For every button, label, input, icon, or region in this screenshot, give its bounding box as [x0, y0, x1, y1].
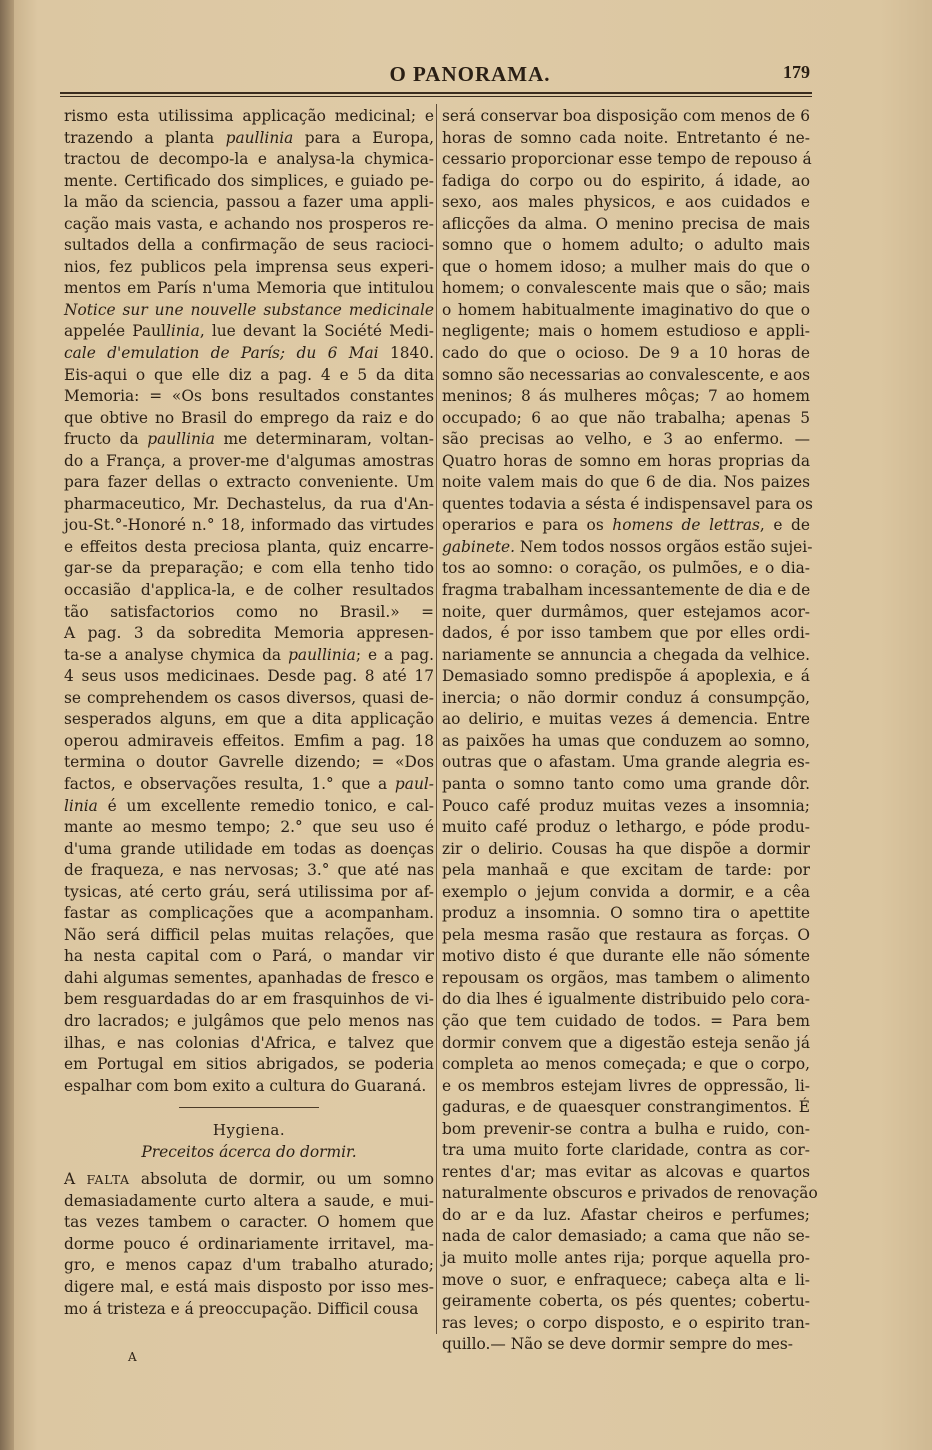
- text-line: fastar as complicações que a acompanham.: [64, 904, 434, 923]
- text-line: negligente; mais o homem estudioso e appli-: [442, 322, 810, 341]
- text-line: digere mal, e está mais disposto por isso mes-: [64, 1277, 434, 1296]
- text-line: Quatro horas de somno em horas proprias da: [442, 451, 810, 470]
- text-line: tão satisfactorios como no Brasil.» =: [64, 602, 434, 621]
- text-line: trazendo a planta paullinia para a Europa,: [64, 128, 435, 147]
- left-column-text: [64, 106, 434, 1097]
- text-line: dahi algumas sementes, apanhadas de fresco e: [64, 968, 434, 987]
- text-line: occupado; 6 ao que não trabalha; apenas 5: [442, 408, 810, 427]
- text-line: cale d'emulation de París; du 6 Mai 1840.: [64, 344, 435, 363]
- text-line: nariamente se annuncia a chegada da velhice.: [442, 645, 810, 664]
- text-line: cado do que o ocioso. De 9 a 10 horas de: [442, 344, 810, 363]
- page-title: O PANORAMA.: [389, 62, 551, 86]
- header-rule: [60, 92, 812, 94]
- text-line: motivo disto é que durante elle não sómente: [442, 947, 810, 966]
- text-line: horas de somno cada noite. Entretanto é ne-: [442, 128, 810, 147]
- text-line: tas vezes tambem o caracter. O homem que: [64, 1213, 434, 1232]
- text-line: ja muito molle antes rija; porque aquella pro-: [442, 1248, 810, 1267]
- section-subtitle: Preceitos ácerca do dormir.: [141, 1142, 357, 1161]
- text-line: fragma trabalham incessantemente de dia e de: [442, 581, 811, 600]
- text-line: será conservar boa disposição com menos de 6: [442, 107, 810, 125]
- text-line: bem resguardadas do ar em frasquinhos de vi-: [64, 990, 434, 1009]
- text-line: inercia; o não dormir conduz á consumpção,: [442, 688, 810, 707]
- text-line: do ar e da luz. Afastar cheiros e perfumes;: [442, 1205, 810, 1224]
- text-line: operou admiraveis effeitos. Emfim a pag. 18: [64, 731, 434, 750]
- text-line: 4 seus usos medicinaes. Desde pag. 8 até 17: [64, 667, 434, 686]
- text-line: panta o somno tanto como uma grande dôr.: [442, 774, 810, 793]
- text-line: nios, fez publicos pela imprensa seus experi-: [64, 257, 434, 276]
- text-line: tra uma muito forte claridade, contra as cor-: [442, 1141, 810, 1160]
- text-line: dormir convem que a digestão esteja senão já: [442, 1033, 810, 1052]
- text-line: rismo esta utilissima applicação medicinal; e: [64, 107, 434, 125]
- section-text: [64, 1169, 434, 1320]
- text-line: gabinete. Nem todos nossos orgãos estão sujei-: [442, 537, 813, 556]
- left-column: [64, 106, 434, 1320]
- right-column-text: [442, 106, 818, 1356]
- text-line: fructo da paullinia me determinaram, voltan-: [64, 430, 434, 449]
- text-line: Demasiado somno predispõe á apoplexia, e á: [442, 667, 810, 686]
- text-line: exemplo o jejum convida a dormir, e a cêa: [442, 882, 810, 901]
- text-line: ras leves; o corpo disposto, e o espirito tran-: [442, 1313, 810, 1332]
- text-line: jou-St.°-Honoré n.° 18, informado das virtudes: [64, 516, 434, 535]
- text-line: Eis-aqui o que elle diz a pag. 4 e 5 da dita: [64, 365, 434, 384]
- text-line: Não será difficil pelas muitas relações, que: [64, 925, 434, 944]
- text-line: cação mais vasta, e achando nos prosperos re-: [64, 214, 434, 233]
- text-line: gar-se da preparação; e com ella tenho tido: [64, 559, 434, 578]
- page-number: 179: [783, 62, 810, 82]
- text-line: nada de calor demasiado; a cama que não se-: [442, 1227, 810, 1246]
- text-line: que obtive no Brasil do emprego da raiz e do: [64, 408, 434, 427]
- text-line: ha nesta capital com o Pará, o mandar vir: [64, 947, 434, 966]
- text-line: d'uma grande utilidade em todas as doenças: [64, 839, 434, 858]
- text-line: bom prevenir-se contra a bulha e ruido, con-: [442, 1119, 810, 1138]
- text-line: ta-se a analyse chymica da paullinia; e a pag.: [64, 645, 434, 664]
- text-line: ao delirio, e muitas vezes á demencia. Entre: [442, 710, 810, 729]
- text-line: noite valem mais do que 6 de dia. Nos paizes: [442, 473, 810, 492]
- text-line: quillo.— Não se deve dormir sempre do mes-: [442, 1335, 793, 1354]
- text-line: fadiga do corpo ou do espirito, á idade, ao: [442, 171, 810, 190]
- text-line: mentos em París n'uma Memoria que intitulou: [64, 279, 434, 298]
- text-line: meninos; 8 ás mulheres môças; 7 ao homem: [442, 387, 810, 406]
- text-line: Notice sur une nouvelle substance medicinale: [64, 300, 434, 319]
- text-line: tos ao somno: o coração, os pulmões, e o dia-: [442, 559, 810, 578]
- header-rule-thin: [60, 96, 812, 97]
- text-line: do a França, a prover-me d'algumas amostras: [64, 451, 434, 470]
- text-line: termina o doutor Gavrelle dizendo; = «Dos: [64, 753, 434, 772]
- text-line: tractou de decompo-la e analysa-la chymica-: [64, 150, 434, 169]
- text-line: sultados della a confirmação de seus racioci-: [64, 236, 434, 255]
- page-header: [60, 62, 820, 92]
- text-line: para fazer dellas o extracto conveniente. Um: [64, 473, 434, 492]
- column-separator: [436, 104, 437, 1334]
- text-line: espalhar com bom exito a cultura do Guaraná.: [64, 1076, 427, 1095]
- text-line: move o suor, e enfraquece; cabeça alta e li-: [442, 1270, 810, 1289]
- text-line: aflicções da alma. O menino precisa de mais: [442, 214, 810, 233]
- text-line: somno que o homem adulto; o adulto mais: [442, 236, 810, 255]
- text-line: mante ao mesmo tempo; 2.° que seu uso é: [64, 818, 434, 837]
- text-line: operarios e para os homens de lettras, e de: [442, 516, 810, 535]
- text-line: pharmaceutico, Mr. Dechastelus, da rua d'An-: [64, 494, 434, 513]
- text-line: quentes todavia a sésta é indispensavel para os: [442, 494, 813, 513]
- text-line: Pouco café produz muitas vezes a insomnia;: [442, 796, 810, 815]
- text-line: demasiadamente curto altera a saude, e mui-: [64, 1191, 434, 1210]
- text-line: repousam os orgãos, mas tambem o alimento: [442, 968, 810, 987]
- text-line: do dia lhes é igualmente distribuido pelo cora-: [442, 990, 810, 1009]
- text-line: tysicas, até certo gráu, será utilissima por af-: [64, 882, 434, 901]
- text-line: somno são necessarias ao convalescente, e aos: [442, 365, 810, 384]
- text-line: que o homem idoso; a mulher mais do que o: [442, 257, 810, 276]
- text-line: outras que o afastam. Uma grande alegria es-: [442, 753, 810, 772]
- text-line: pela manhaã e que excitam de tarde: por: [442, 861, 810, 880]
- text-line: geiramente coberta, os pés quentes; cobertu-: [442, 1292, 810, 1311]
- text-line: são precisas ao velho, e 3 ao enfermo. —: [442, 430, 810, 449]
- text-line: noite, quer durmâmos, quer estejamos acor-: [442, 602, 810, 621]
- text-line: as paixões ha umas que conduzem ao somno,: [442, 731, 810, 750]
- text-line: gaduras, e de quaesquer constrangimentos. É: [442, 1098, 810, 1117]
- text-line: produz a insomnia. O somno tira o apettite: [442, 904, 810, 923]
- text-line: naturalmente obscuros e privados de renovação: [442, 1184, 818, 1203]
- text-line: dorme pouco é ordinariamente irritavel, ma-: [64, 1234, 434, 1253]
- text-line: ção que tem cuidado de todos. = Para bem: [442, 1011, 810, 1030]
- text-line: homem; o convalescente mais que o são; mais: [442, 279, 810, 298]
- text-line: sexo, aos males physicos, e aos cuidados e: [442, 193, 810, 212]
- text-line: se comprehendem os casos diversos, quasi de-: [64, 688, 434, 707]
- text-line: factos, e observações resulta, 1.° que a paul-: [64, 774, 434, 793]
- text-line: completa ao menos começada; e que o corpo,: [442, 1055, 810, 1074]
- text-line: cessario proporcionar esse tempo de repouso á: [442, 150, 812, 169]
- text-line: e os membros estejam livres de oppressão, li-: [442, 1076, 810, 1095]
- text-line: zir o delirio. Cousas ha que dispõe a dormir: [442, 839, 810, 858]
- text-line: e effeitos desta preciosa planta, quiz encarre-: [64, 537, 434, 556]
- page-gutter: [0, 0, 14, 1450]
- text-line: la mão da sciencia, passou a fazer uma appli-: [64, 193, 434, 212]
- text-line: occasião d'applica-la, e de colher resultados: [64, 581, 434, 600]
- text-line: linia é um excellente remedio tonico, e cal-: [64, 796, 434, 815]
- text-line: Memoria: = «Os bons resultados constantes: [64, 387, 434, 406]
- text-line: mente. Certificado dos simplices, e guiado pe-: [64, 171, 434, 190]
- text-line: sesperados alguns, em que a dita applicação: [64, 710, 434, 729]
- text-line: pela mesma rasão que restaura as forças. O: [442, 925, 810, 944]
- right-column: [442, 106, 818, 1356]
- text-line: de fraqueza, e nas nervosas; 3.° que até nas: [64, 861, 434, 880]
- text-line: A pag. 3 da sobredita Memoria appresen-: [64, 624, 434, 643]
- text-line: o homem habitualmente imaginativo do que o: [442, 300, 810, 319]
- text-line: dados, é por isso tambem que por elles ordi-: [442, 624, 810, 643]
- text-line: ilhas, e nas colonias d'Africa, e talvez que: [64, 1033, 434, 1052]
- text-line: em Portugal em sitios abrigados, se poderia: [64, 1055, 434, 1074]
- text-line: gro, e menos capaz d'um trabalho aturado;: [64, 1256, 434, 1275]
- text-line: muito café produz o lethargo, e póde produ-: [442, 818, 810, 837]
- text-line: rentes d'ar; mas evitar as alcovas e quartos: [442, 1162, 810, 1181]
- text-line: mo á tristeza e á preoccupação. Difficil cousa: [64, 1299, 419, 1318]
- footer-mark: A: [128, 1350, 137, 1364]
- text-line: A FALTA absoluta de dormir, ou um somno: [64, 1170, 435, 1189]
- section-divider: [179, 1107, 319, 1108]
- text-line: appelée Paullinia, lue devant la Société Medi-: [64, 322, 434, 341]
- section-title: Hygiena.: [212, 1121, 286, 1140]
- text-line: dro lacrados; e julgâmos que pelo menos nas: [64, 1011, 434, 1030]
